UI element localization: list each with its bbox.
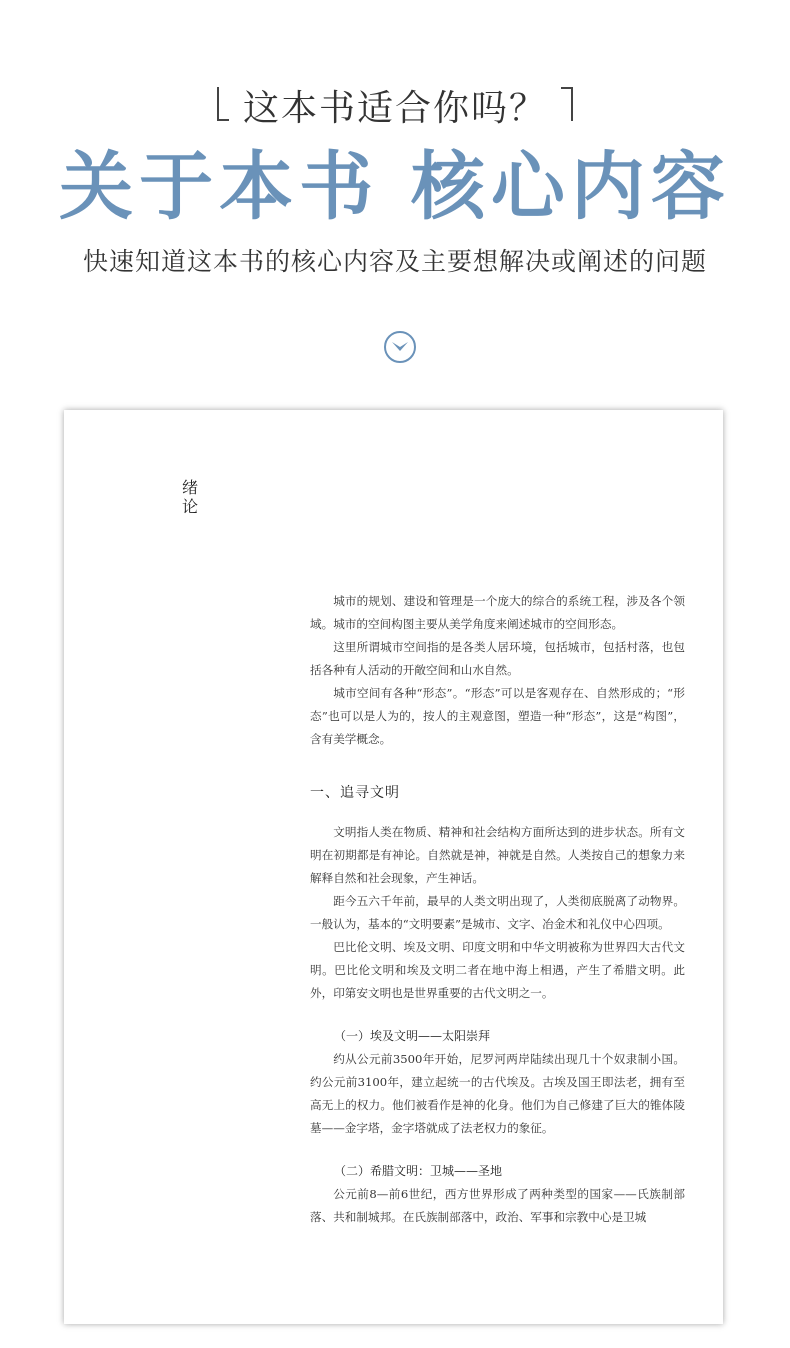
section-paragraph: 文明指人类在物质、精神和社会结构方面所达到的进步状态。所有文明在初期都是有神论。自然就是神，神就是自然。人类按自己的想象力来解释自然和社会现象，产生神话。 (310, 825, 685, 885)
subsection-paragraph: 约从公元前3500年开始，尼罗河两岸陆续出现几十个奴隶制小国。约公元前3100年，建立起统一的古代埃及。古埃及国王即法老，拥有至高无上的权力。他们被看作是神的化身。他们为自己修建了巨大的锥体陵墓——金字塔，金字塔就成了法老权力的象征。 (310, 1052, 685, 1135)
section-paragraph: 距今五六千年前，最早的人类文明出现了，人类彻底脱离了动物界。一般认为，基本的“文明要素”是城市、文字、冶金术和礼仪中心四项。 (310, 894, 685, 931)
book-body (310, 590, 685, 1229)
tagline-row (0, 80, 790, 130)
section-title: 一、追寻文明 (310, 785, 400, 801)
subsection-paragraph: 公元前8—前6世纪，西方世界形成了两种类型的国家——氏族制部落、共和制城邦。在氏族制部落中，政治、军事和宗教中心是卫城 (310, 1187, 685, 1224)
subsection-title: （二）希腊文明：卫城——圣地 (334, 1164, 503, 1178)
intro-paragraph: 城市空间有各种“形态”。“形态”可以是客观存在、自然形成的；“形态”也可以是人为的，按人的主观意图，塑造一种“形态”，这是“构图”，含有美学概念。 (310, 686, 685, 746)
main-title: 关于本书 核心内容 (59, 144, 731, 230)
right-bracket-icon (561, 87, 573, 121)
book-page (64, 410, 723, 1324)
left-bracket-icon (217, 87, 229, 121)
chevron-down-circle-icon[interactable] (383, 330, 417, 364)
subsection-title: （一）埃及文明——太阳崇拜 (334, 1029, 491, 1043)
intro-paragraph: 城市的规划、建设和管理是一个庞大的综合的系统工程，涉及各个领域。城市的空间构图主要从美学角度来阐述城市的空间形态。 (310, 594, 685, 631)
section-paragraph: 巴比伦文明、埃及文明、印度文明和中华文明被称为世界四大古代文明。巴比伦文明和埃及文明二者在地中海上相遇，产生了希腊文明。此外，印第安文明也是世界重要的古代文明之一。 (310, 940, 685, 1000)
subtitle: 快速知道这本书的核心内容及主要想解决或阐述的问题 (82, 247, 707, 276)
tagline: 这本书适合你吗？ (242, 88, 547, 129)
intro-paragraph: 这里所谓城市空间指的是各类人居环境，包括城市，包括村落，也包括各种有人活动的开敞空间和山水自然。 (310, 640, 685, 677)
chapter-heading: 绪论 (182, 478, 199, 516)
